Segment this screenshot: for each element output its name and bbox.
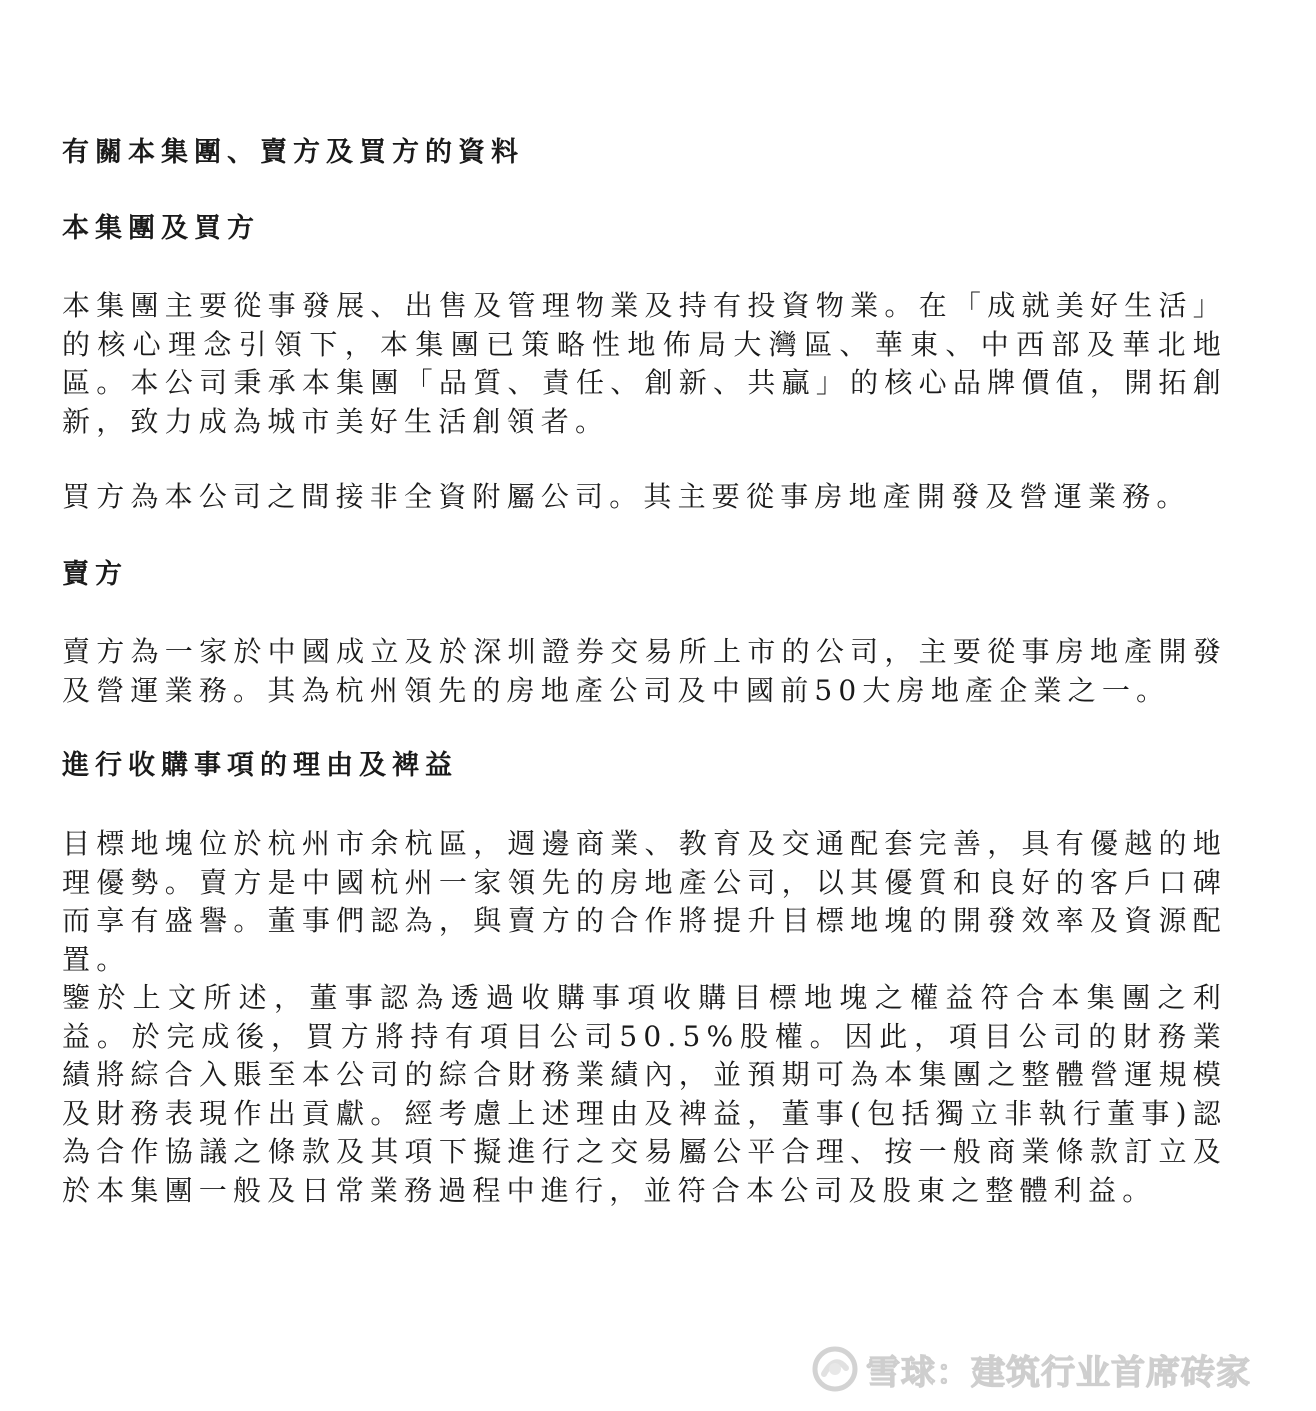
seller-description-paragraph: 賣方為一家於中國成立及於深圳證券交易所上市的公司，主要從事房地產開發及營運業務。其為杭州領先的房地產公司及中國前50大房地產企業之一。 [62,635,1227,707]
section-title: 有關本集團、賣方及買方的資料 [62,137,524,168]
snowball-watermark [812,1344,1251,1394]
group-description-paragraph: 本集團主要從事發展、出售及管理物業及持有投資物業。在「成就美好生活」的核心理念引領下，本集團已策略性地佈局大灣區、華東、中西部及華北地區。本公司秉承本集團「品質、責任、創新、共贏」的核心品牌價值，開拓創新，致力成為城市美好生活創領者。 [62,289,1227,438]
directors-view-paragraph: 鑒於上文所述，董事認為透過收購事項收購目標地塊之權益符合本集團之利益。於完成後，買方將持有項目公司50.5%股權。因此，項目公司的財務業績將綜合入賬至本公司的綜合財務業績內，並預期可為本集團之整體營運規模及財務表現作出貢獻。經考慮上述理由及裨益，董事(包括獨立非執行董事)認為合作協議之條款及其項下擬進行之交易屬公平合理、按一般商業條款訂立及於本集團一般及日常業務過程中進行，並符合本公司及股東之整體利益。 [62,981,1227,1207]
target-land-paragraph: 目標地塊位於杭州市余杭區，週邊商業、教育及交通配套完善，具有優越的地理優勢。賣方是中國杭州一家領先的房地產公司，以其優質和良好的客戶口碑而享有盛譽。董事們認為，與賣方的合作將提升目標地塊的開發效率及資源配置。 [62,827,1227,976]
watermark-text: 雪球：建筑行业首席砖家 [866,1352,1251,1393]
snowball-logo-icon [812,1346,858,1392]
reasons-heading: 進行收購事項的理由及裨益 [62,750,458,781]
seller-heading: 賣方 [62,559,128,590]
group-and-buyer-heading: 本集團及買方 [62,213,260,244]
buyer-description-paragraph: 買方為本公司之間接非全資附屬公司。其主要從事房地產開發及營運業務。 [62,480,1191,513]
